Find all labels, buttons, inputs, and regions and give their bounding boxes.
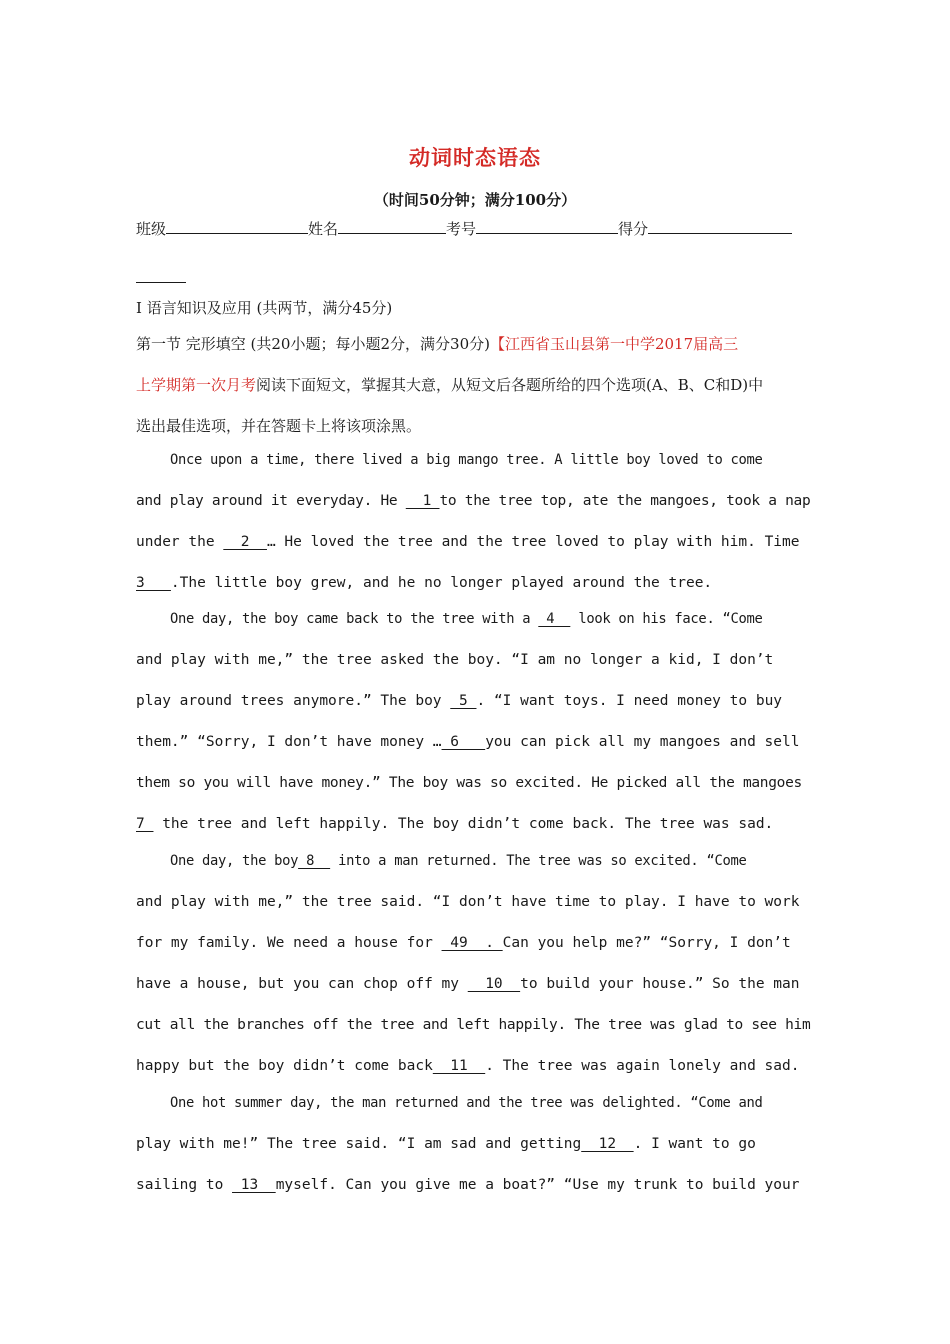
source-label-cont: 上学期第一次月考 (136, 376, 257, 394)
cloze-blank[interactable]: 8 (298, 853, 331, 869)
passage-line (136, 894, 816, 910)
passage-line (136, 1136, 816, 1152)
field-score-blank-continued (136, 268, 186, 287)
passage-text: to build your house.” So the man (520, 976, 800, 992)
cloze-blank[interactable]: 1 (405, 493, 440, 509)
passage-line (136, 652, 816, 668)
cloze-blank[interactable]: 11 (432, 1058, 486, 1074)
field-score-label: 得分 (618, 220, 649, 238)
field-number-label: 考号 (446, 220, 477, 238)
blank-continuation (136, 268, 186, 283)
passage-text: and play with me,” the tree asked the boy. “I am no longer a kid, I don’t (136, 652, 774, 668)
passage-text: have a house, but you can chop off my (136, 976, 468, 992)
passage-line (136, 693, 816, 709)
cloze-blank[interactable]: 4 (538, 611, 571, 627)
field-name-blank[interactable] (338, 219, 446, 234)
exam-subtitle: （时间50分钟；满分100分） (373, 191, 577, 209)
passage-line (136, 493, 816, 509)
passage-text: One day, the boy came back to the tree with a (170, 611, 539, 627)
passage-text: and play with me,” the tree said. “I don’t have time to play. I have to work (136, 894, 800, 910)
field-class-label: 班级 (136, 220, 167, 238)
section-part-line (136, 333, 738, 354)
passage-line (136, 1177, 816, 1193)
passage-line (136, 534, 816, 550)
cloze-blank[interactable]: 12 (581, 1136, 634, 1152)
passage-line (136, 775, 816, 791)
cloze-blank[interactable]: 3 (136, 575, 171, 591)
passage-text: One hot summer day, the man returned and the tree was delighted. “Come and (170, 1095, 763, 1111)
passage-line (136, 935, 816, 951)
instruction-line-1 (136, 374, 763, 395)
passage-text: play with me!” The tree said. “I am sad and getting (136, 1136, 582, 1152)
passage-line (136, 734, 816, 750)
passage-text: Can you help me?” “Sorry, I don’t (502, 935, 791, 951)
passage-text: happy but the boy didn’t come back (136, 1058, 433, 1074)
passage-text: under the (136, 534, 224, 550)
passage-text: myself. Can you give me a boat?” “Use my trunk to build your (275, 1177, 800, 1193)
passage-text: cut all the branches off the tree and left happily. The tree was glad to see him (136, 1017, 811, 1033)
instruction-text-a: 阅读下面短文，掌握其大意，从短文后各题所给的四个选项(A、B、C和D)中 (256, 376, 764, 394)
field-score-blank[interactable] (648, 219, 792, 234)
passage-text: them so you will have money.” The boy was so excited. He picked all the mangoes (136, 775, 802, 791)
passage-text: and play around it everyday. He (136, 493, 406, 509)
cloze-blank[interactable]: 5 (450, 693, 477, 709)
passage-text: play around trees anymore.” The boy (136, 693, 451, 709)
passage-line (136, 816, 816, 832)
passage-line (136, 575, 816, 591)
passage-line (170, 1095, 850, 1111)
cloze-blank[interactable]: 2 (223, 534, 267, 550)
passage-text: .The little boy grew, and he no longer played around the tree. (170, 575, 713, 591)
page-title: 动词时态语态 (409, 145, 541, 170)
field-class-blank[interactable] (166, 219, 308, 234)
passage-text: the tree and left happily. The boy didn’t come back. The tree was sad. (153, 816, 774, 832)
passage-line (136, 1058, 816, 1074)
instruction-line-2: 选出最佳选项，并在答题卡上将该项涂黑。 (136, 417, 422, 435)
passage-text: . I want to go (633, 1136, 756, 1152)
passage-text: for my family. We need a house for (136, 935, 442, 951)
passage-text: … He loved the tree and the tree loved to play with him. Time (266, 534, 800, 550)
source-label: 【江西省玉山县第一中学2017届高三 (489, 335, 739, 353)
passage-text: One day, the boy (170, 853, 299, 869)
passage-text: look on his face. “Come (570, 611, 763, 627)
passage-line (170, 611, 850, 627)
passage-line (170, 452, 850, 468)
cloze-blank[interactable]: 6 (441, 734, 486, 750)
passage-text: you can pick all my mangoes and sell (485, 734, 800, 750)
passage-text: them.” “Sorry, I don’t have money … (136, 734, 442, 750)
student-info-line (136, 218, 816, 239)
passage-text: sailing to (136, 1177, 233, 1193)
passage-text: Once upon a time, there lived a big mango tree. A little boy loved to come (170, 452, 763, 468)
passage-text: . The tree was again lonely and sad. (485, 1058, 800, 1074)
part-label: 第一节 完形填空 (共20小题；每小题2分，满分30分) (136, 335, 490, 353)
passage-line (136, 1017, 816, 1033)
passage-line (170, 853, 850, 869)
passage-text: . “I want toys. I need money to buy (476, 693, 783, 709)
passage-text: to the tree top, ate the mangoes, took a nap (439, 493, 811, 509)
field-name-label: 姓名 (308, 220, 339, 238)
passage-line (136, 976, 816, 992)
cloze-blank[interactable]: 10 (467, 976, 521, 992)
passage-text: into a man returned. The tree was so excited. “Come (330, 853, 747, 869)
cloze-blank[interactable]: 7 (136, 816, 154, 832)
cloze-blank[interactable]: 13 (232, 1177, 276, 1193)
section-heading: I 语言知识及应用 (共两节，满分45分) (136, 299, 393, 317)
cloze-blank[interactable]: 49 . (441, 935, 503, 951)
field-number-blank[interactable] (476, 219, 618, 234)
